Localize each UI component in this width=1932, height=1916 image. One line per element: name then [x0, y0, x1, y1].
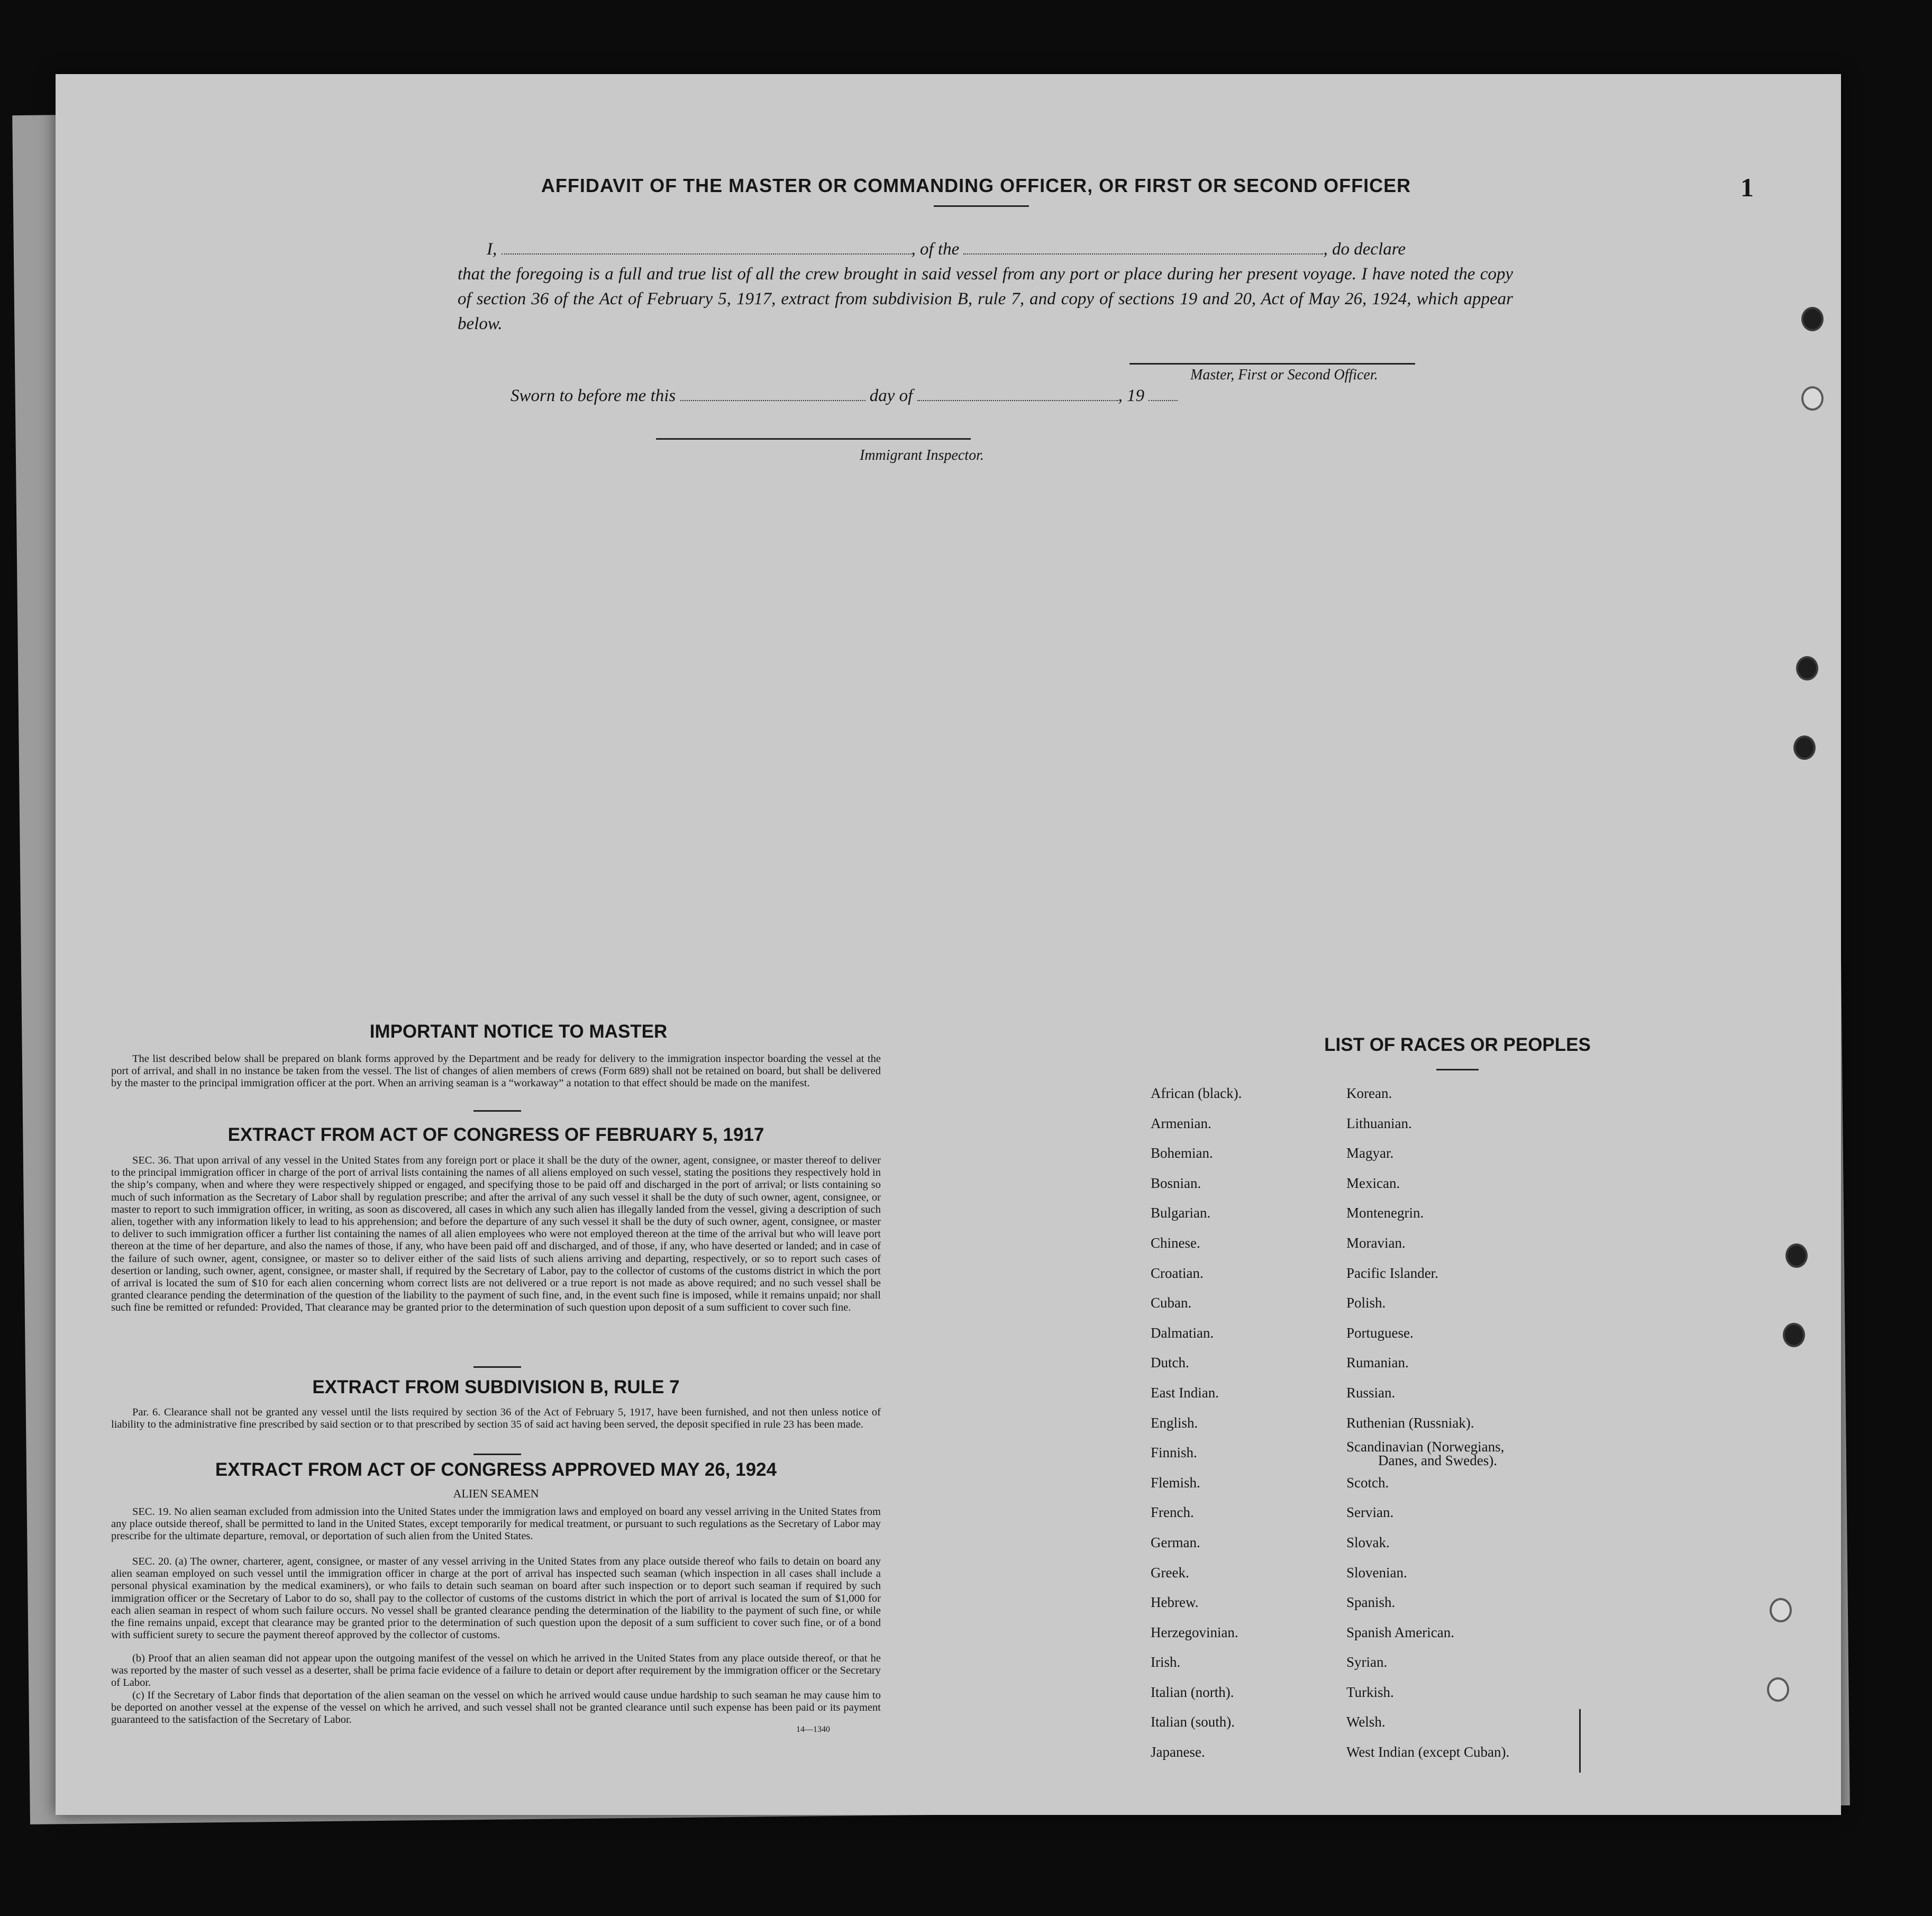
race-entry: Lithuanian.	[1346, 1115, 1412, 1131]
race-entry: West Indian (except Cuban).	[1346, 1744, 1510, 1760]
race-entry: Syrian.	[1346, 1654, 1388, 1670]
race-entry: Irish.	[1151, 1654, 1181, 1670]
binder-hole	[1793, 735, 1816, 760]
binder-hole	[1783, 1323, 1805, 1347]
sworn-day-blank[interactable]	[680, 385, 865, 401]
race-entry: Spanish.	[1346, 1594, 1396, 1611]
race-entry: Montenegrin.	[1346, 1205, 1424, 1221]
vessel-name-blank[interactable]	[963, 239, 1323, 255]
inspector-signature-line[interactable]	[656, 438, 971, 440]
race-entry: Slovak.	[1346, 1534, 1390, 1550]
form-code: 14—1340	[796, 1725, 830, 1734]
race-entry: English.	[1151, 1414, 1198, 1431]
race-entry: East Indian.	[1151, 1384, 1219, 1401]
race-entry: Russian.	[1346, 1384, 1396, 1401]
race-entry: Dalmatian.	[1151, 1324, 1214, 1341]
race-entry: Herzegovinian.	[1151, 1624, 1238, 1640]
race-entry: Scandinavian (Norwegians,	[1346, 1439, 1505, 1455]
race-entry: Scotch.	[1346, 1474, 1389, 1491]
races-rule	[1436, 1069, 1479, 1070]
race-entry: Moravian.	[1346, 1234, 1406, 1251]
race-entry: Bosnian.	[1151, 1175, 1201, 1191]
race-entry: Servian.	[1346, 1504, 1394, 1521]
affidavit-statement	[458, 237, 1513, 337]
race-entry-continued: Danes, and Swedes).	[1378, 1452, 1497, 1469]
section-rule	[473, 1366, 521, 1368]
title-rule	[934, 205, 1029, 207]
race-entry: Finnish.	[1151, 1445, 1197, 1461]
race-entry: Spanish American.	[1346, 1624, 1454, 1640]
races-column-2	[1346, 1078, 1509, 1767]
extract-1917-body: SEC. 36. That upon arrival of any vessel in the United States from any foreign port or place it shall be the duty of the owner, agent, consignee, or master thereof to deliver to the principal immigration officer in charge of the port of arrival lists containing the names of all aliens employed on such vessel, stating the positions they respectively hold in the ship’s company, when and where they were respectively shipped or engaged, and specifying those to be paid off and discharged in the port of arrival; or lists containing so much of such information as the Secretary of Labor shall by regulation prescribe; and after the arrival of any such vessel it shall be the duty of such owner, agent, consignee, or master to report to such immigration officer, in writing, as soon as discovered, all cases in which any such alien has illegally landed from the vessel, giving a description of such alien, together with any information likely to lead to his apprehension; and before the departure of any such vessel it shall be the duty of such owner, agent, consignee, or master to deliver to such immigration officer a further list containing the names of all alien employees who were not employed thereon at the time of the arrival but who will leave port thereon at the time of her departure, and also the names of those, if any, who have been paid off and discharged, and of those, if any, who have deserted or landed; and in case of the failure of such owner, agent, consignee, or master so to deliver either of the said lists of such aliens arriving and departing, respectively, or so to report such cases of desertion or landing, such owner, agent, consignee, or master shall, if required by the Secretary of Labor, pay to the collector of customs of the customs district in which the port of arrival is located the sum of $10 for each alien concerning whom correct lists are not delivered or a true report is not made as above required; and no such vessel shall be granted clearance pending the determination of the question of the liability to the payment of such fine, and, in the event such fine is imposed, while it remains unpaid; nor shall such fine be remitted or refunded: Provided, That clearance may be granted prior to the determination of such question upon deposit of a sum sufficient to cover such fine.	[111, 1155, 881, 1314]
affidavit-title: AFFIDAVIT OF THE MASTER OR COMMANDING OFFICER, OR FIRST OR SECOND OFFICER	[541, 175, 1411, 196]
extract-1924-sec20c: (c) If the Secretary of Labor finds that deportation of the alien seaman on the vessel on which he arrived would cause undue hardship to such seaman he may cause him to be deported on another vessel at the expense of the vessel on which he arrived, and such vessel shall not be granted clearance until such expense has been paid or its payment guaranteed to the satisfaction of the Secretary of Labor.	[111, 1690, 881, 1726]
race-entry: Turkish.	[1346, 1684, 1394, 1700]
race-entry: Chinese.	[1151, 1234, 1200, 1251]
sworn-year-blank[interactable]	[1149, 385, 1178, 401]
race-entry: Slovenian.	[1346, 1564, 1407, 1581]
section-rule	[473, 1110, 521, 1112]
race-entry: Portuguese.	[1346, 1324, 1414, 1341]
race-entry: Pacific Islander.	[1346, 1265, 1438, 1281]
binder-hole	[1770, 1598, 1792, 1622]
extract-1924-title: EXTRACT FROM ACT OF CONGRESS APPROVED MAY 26, 1924	[215, 1459, 777, 1480]
notice-body: The list described below shall be prepared on blank forms approved by the Department and be ready for delivery to the immigration inspector boarding the vessel at the port of arrival, and shall in no instance be taken from the vessel. The list of changes of alien members of crews (Form 689) shall not be retained on board, but shall be delivered by the master to the principal immigration officer at the port. When an arriving seaman is a “workaway” a notation to that effect should be made on the manifest.	[111, 1053, 881, 1089]
extract-1924-sec19: SEC. 19. No alien seaman excluded from admission into the United States under the immigration laws and employed on board any vessel arriving in the United States from any place outside thereof, shall be permitted to land in the United States, except temporarily for medical treatment, or pursuant to such regulations as the Secretary of Labor may prescribe for the ultimate departure, removal, or deportation of such alien from the United States.	[111, 1506, 881, 1542]
extract-1924-sec20b: (b) Proof that an alien seaman did not appear upon the outgoing manifest of the vessel on which he arrived in the United States from any place outside thereof, or that he was reported by the master of such vessel as a deserter, shall be prima facie evidence of a failure to detain or deport after requirement by the immigration officer or the Secretary of Labor.	[111, 1652, 881, 1689]
race-entry: Bulgarian.	[1151, 1205, 1211, 1221]
affidavit-body: that the foregoing is a full and true list of all the crew brought in said vessel from any port or place during her present voyage. I have noted the copy of section 36 of the Act of February 5, 1917, extract from subdivision B, rule 7, and copy of sections 19 and 20, Act of May 26, 1924, which appear below.	[458, 265, 1513, 333]
races-column-1	[1151, 1078, 1242, 1767]
race-entry: Polish.	[1346, 1295, 1386, 1311]
race-entry: Bohemian.	[1151, 1145, 1213, 1161]
race-entry: Flemish.	[1151, 1474, 1200, 1491]
extract-rule7-body: Par. 6. Clearance shall not be granted any vessel until the lists required by section 36 of the Act of February 5, 1917, have been furnished, and not then unless notice of liability to the administrative fine prescribed by said section or to that prescribed by section 35 of said act having been served, the deposit specified in rule 23 has been made.	[111, 1406, 881, 1431]
race-entry: Italian (south).	[1151, 1714, 1235, 1730]
race-entry: Armenian.	[1151, 1115, 1211, 1131]
race-entry: Croatian.	[1151, 1265, 1204, 1281]
race-entry: Cuban.	[1151, 1295, 1192, 1311]
race-entry: German.	[1151, 1534, 1200, 1550]
race-entry-wrapped	[1346, 1438, 1509, 1468]
races-title: LIST OF RACES OR PEOPLES	[1324, 1034, 1591, 1055]
year-label: , 19	[1118, 386, 1145, 405]
binder-hole	[1767, 1677, 1789, 1702]
day-of-label: day of	[869, 386, 913, 405]
i-label: I,	[487, 240, 497, 259]
pen-mark	[1579, 1709, 1581, 1773]
race-entry: Italian (north).	[1151, 1684, 1234, 1700]
extract-1924-sec20a: SEC. 20. (a) The owner, charterer, agent, consignee, or master of any vessel arriving in the United States from any place outside thereof who fails to detain on board any alien seaman employed on such vessel until the immigration officer in charge at the port of arrival has inspected such seaman (which inspection in all cases shall include a personal physical examination by the medical examiners), or who fails to detain such seaman on board after such inspection or to deport such seaman if required by such immigration officer or the Secretary of Labor to do so, shall pay to the collector of customs of the customs district in which the port of arrival is located the sum of $1,000 for each alien seaman in respect of whom such failure occurs. No vessel shall be granted clearance pending the determination of the liability to the payment of such fine, or while the fine remains unpaid, except that clearance may be granted prior to the determination of such question upon the deposit of a sum sufficient to cover such fine, or of a bond with sufficient surety to secure the payment thereof approved by the collector of customs.	[111, 1556, 881, 1641]
binder-hole	[1801, 307, 1824, 331]
master-signature-label: Master, First or Second Officer.	[1190, 367, 1378, 383]
race-entry: Hebrew.	[1151, 1594, 1199, 1611]
notice-title: IMPORTANT NOTICE TO MASTER	[369, 1021, 668, 1042]
sworn-month-blank[interactable]	[917, 385, 1118, 401]
race-entry: Japanese.	[1151, 1744, 1205, 1760]
race-entry: Welsh.	[1346, 1714, 1386, 1730]
race-entry: Mexican.	[1346, 1175, 1400, 1191]
form-page	[56, 74, 1841, 1815]
race-entry: Korean.	[1346, 1085, 1392, 1101]
do-declare-label: , do declare	[1323, 240, 1406, 259]
race-entry: Ruthenian (Russniak).	[1346, 1414, 1474, 1431]
binder-hole	[1785, 1243, 1808, 1268]
page-number: 1	[1740, 172, 1754, 202]
master-signature-line[interactable]	[1129, 363, 1415, 365]
race-entry: Greek.	[1151, 1564, 1189, 1581]
inspector-signature-label: Immigrant Inspector.	[860, 447, 984, 464]
race-entry: French.	[1151, 1504, 1194, 1521]
race-entry: Magyar.	[1346, 1145, 1394, 1161]
sworn-label: Sworn to before me this	[511, 386, 676, 405]
officer-name-blank[interactable]	[502, 239, 912, 255]
race-entry: Rumanian.	[1346, 1355, 1409, 1371]
race-entry: African (black).	[1151, 1085, 1242, 1101]
section-rule	[473, 1454, 521, 1455]
binder-hole	[1796, 656, 1818, 680]
extract-rule7-title: EXTRACT FROM SUBDIVISION B, RULE 7	[312, 1377, 680, 1397]
declarant-line	[458, 237, 1513, 262]
of-the-label: , of the	[911, 240, 960, 259]
extract-1917-title: EXTRACT FROM ACT OF CONGRESS OF FEBRUARY 5, 1917	[227, 1124, 764, 1145]
race-entry: Dutch.	[1151, 1355, 1189, 1371]
binder-hole	[1801, 386, 1824, 411]
sworn-line	[511, 385, 1178, 406]
alien-seamen-subtitle: ALIEN SEAMEN	[453, 1487, 539, 1500]
